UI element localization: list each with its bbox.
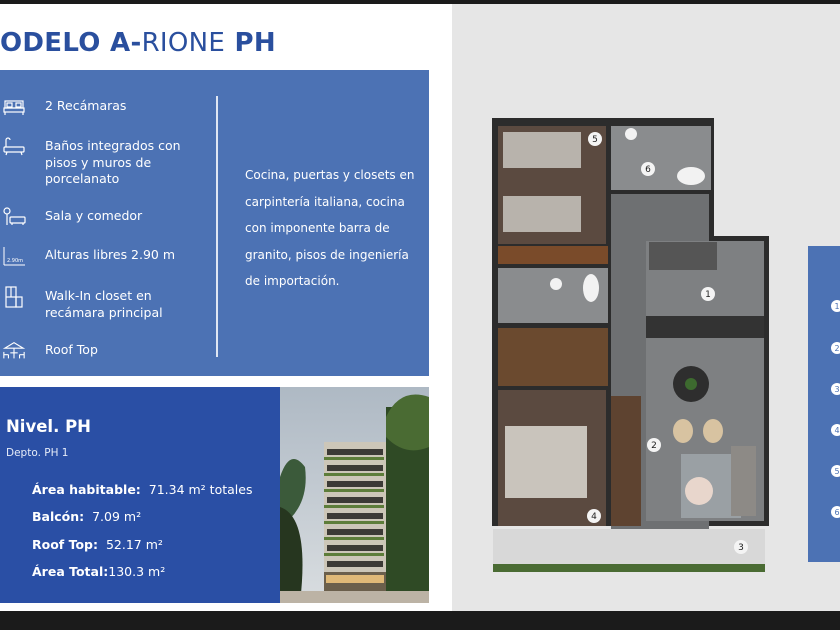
legend-number: 6 [831,506,840,518]
plan-marker-3-label: 3 [738,543,744,553]
stat-living-area: Área habitable: 71.34 m² totales [32,482,253,497]
roof-top-icon [2,340,26,362]
plan-marker-5-label: 5 [592,135,598,145]
page-title: ODELO A-RIONE PH [0,28,276,58]
feature-label: Roof Top [45,342,98,357]
features-list [0,70,216,376]
bed-icon [2,96,26,118]
stat-total-area: Área Total:130.3 m² [32,564,166,579]
unit-label: Depto. PH 1 [6,447,69,459]
floor-plan-image [491,116,771,574]
legend-panel [808,246,840,562]
plan-marker-1-label: 1 [705,290,711,300]
plan-marker-4-label: 4 [591,512,597,522]
features-panel [0,70,429,376]
feature-label: Alturas libres 2.90 m [45,247,176,262]
building-rendering-image [280,387,429,603]
legend-number: 1 [831,300,840,312]
features-divider [216,96,218,357]
legend-number: 5 [831,465,840,477]
svg-text:2.90m: 2.90m [7,258,24,264]
legend-number: 3 [831,383,840,395]
bathtub-icon [2,136,26,158]
stat-roof-top: Roof Top: 52.17 m² [32,537,163,552]
legend-number: 4 [831,424,840,436]
feature-label: Walk-In closet en recámara principal [45,288,163,320]
feature-label: Baños integrados con pisos y muros de porcelanato [45,138,181,186]
brochure-left-page [0,4,452,611]
level-title: Nivel. PH [6,417,91,436]
level-info-panel [0,387,280,603]
closet-icon [2,286,26,308]
plan-marker-6-label: 6 [645,165,651,175]
legend-number: 2 [831,342,840,354]
finishes-description: Cocina, puertas y closets en carpintería italiana, cocina con imponente barra de granito, pisos de ingeniería de importación. [245,168,415,288]
plan-marker-2-label: 2 [651,441,657,451]
feature-label: 2 Recámaras [45,98,127,113]
stat-balcony: Balcón: 7.09 m² [32,509,142,524]
bottom-letterbox [0,611,840,630]
height-icon [2,245,26,267]
feature-label: Sala y comedor [45,208,143,223]
sofa-lamp-icon [2,206,26,228]
